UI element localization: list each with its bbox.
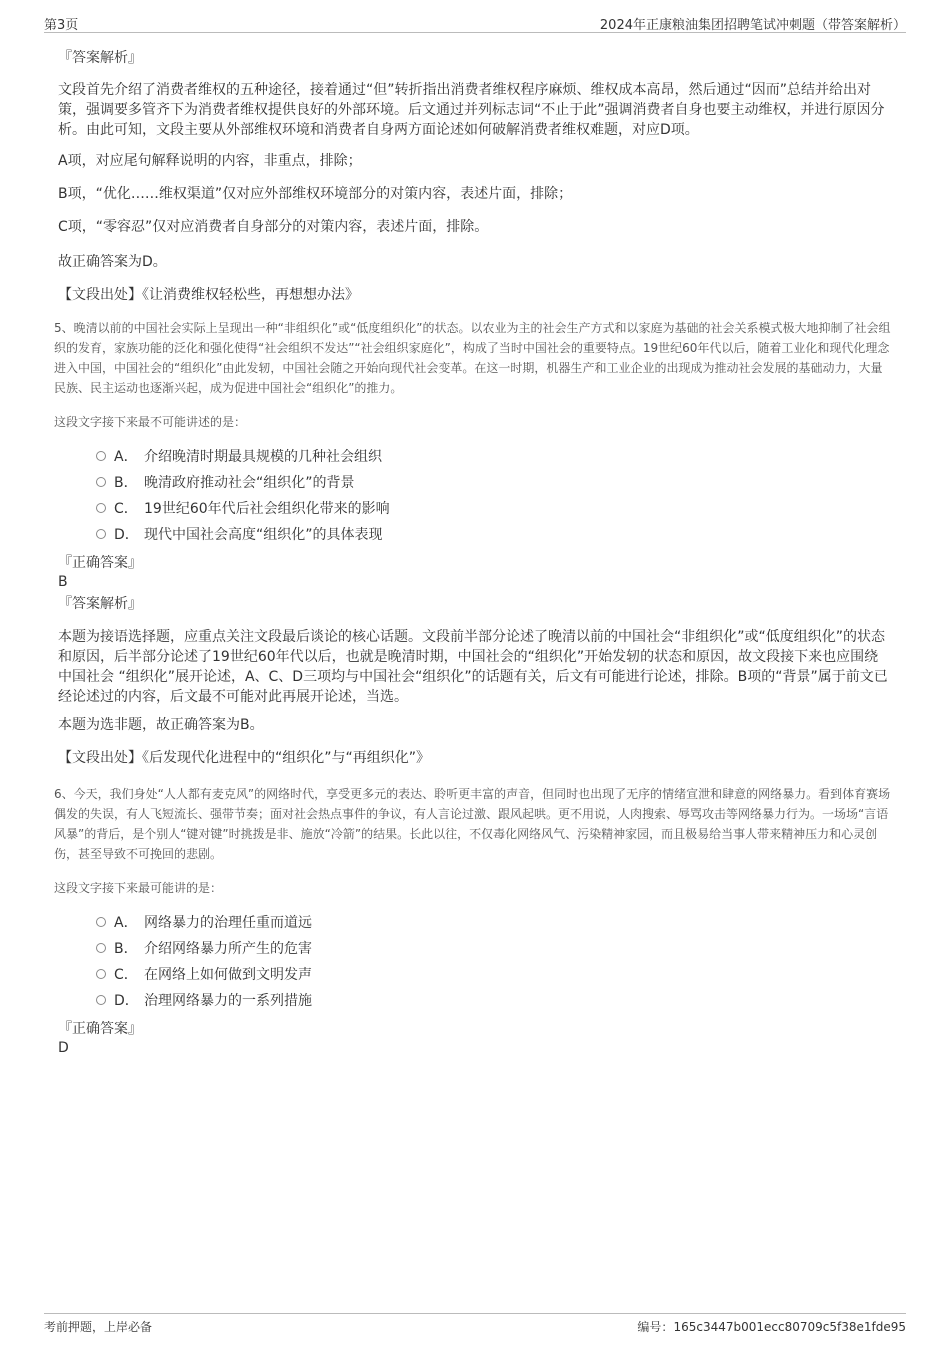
q4-analysis-text: 文段首先介绍了消费者维权的五种途径，接着通过“但”转折指出消费者维权程序麻烦、维权成本高昂，然后通过“因而”总结并给出对策，强调要多管齐下为消费者维权提供良好的外部环境。后文通过并列标志词“不止于此”强调消费者自身也要主动维权，并进行原因分析。由此可知，文段主要从外部维权环境和消费者自身两方面论述如何破解消费者维权难题，对应D项。	[58, 82, 885, 138]
q6-option-d[interactable]: D． 治理网络暴力的一系列措施	[96, 991, 312, 1011]
q5-passage: 5、晚清以前的中国社会实际上呈现出一种“非组织化”或“低度组织化”的状态。以农业为主的社会生产方式和以家庭为基础的社会关系模式极大地抑制了社会组织的发育，家族功能的泛化和强化使得“社会组织不发达”“社会组织家庭化”，构成了当时中国社会的重要特点。19世纪60年代以后，随着工业化和现代化理念进入中国，中国社会的“组织化”由此发轫，中国社会随之开始向现代社会变革。在这一时期，机器生产和工业企业的出现成为推动社会发展的基础动力，大量民族、民主运动也逐渐兴起，成为促进中国社会“组织化”的推力。	[54, 321, 891, 395]
q6-question: 这段文字接下来最可能讲的是：	[54, 881, 223, 895]
q5-analysis-label: 『答案解析』	[58, 596, 142, 612]
q6-answer-label: 『正确答案』	[58, 1021, 142, 1037]
radio-icon[interactable]	[96, 917, 106, 927]
document-title: 2024年正康粮油集团招聘笔试冲刺题（带答案解析）	[599, 18, 906, 33]
q5-option-d[interactable]: D． 现代中国社会高度“组织化”的具体表现	[96, 525, 383, 545]
q6-answer: D	[58, 1040, 69, 1056]
q5-conclusion: 本题为选非题，故正确答案为B。	[58, 717, 264, 733]
q4-conclusion: 故正确答案为D。	[58, 254, 167, 270]
q5-option-c[interactable]: C． 19世纪60年代后社会组织化带来的影响	[96, 499, 390, 519]
radio-icon[interactable]	[96, 995, 106, 1005]
q4-option-a-analysis: A项，对应尾句解释说明的内容，非重点，排除；	[58, 153, 362, 169]
radio-icon[interactable]	[96, 529, 106, 539]
q5-analysis-text: 本题为接语选择题，应重点关注文段最后谈论的核心话题。文段前半部分论述了晚清以前的中国社会“非组织化”或“低度组织化”的状态和原因，后半部分论述了19世纪60年代以后，也就是晚清时期，中国社会的“组织化”开始发轫的状态和原因，故文段接下来也应围绕中国社会 “组织化”展开论述，A、C、D三项均与中国社会“组织化”的话题有关，后文有可能进行论述，排除。B项的“背景”属于前文已经论述过的内容，后文最不可能对此再展开论述，当选。	[58, 629, 888, 705]
q6-passage: 6、今天，我们身处“人人都有麦克风”的网络时代，享受更多元的表达、聆听更丰富的声音，但同时也出现了无序的情绪宣泄和肆意的网络暴力。看到体育赛场偶发的失误，有人飞短流长、强带节奏；面对社会热点事件的争议，有人言论过激、跟风起哄。更不用说，人肉搜索、辱骂攻击等网络暴力行为。一场场“言语风暴”的背后，是个别人“键对键”时挑拨是非、施放“冷箭”的结果。长此以往，不仅毒化网络风气、污染精神家园，而且极易给当事人带来精神压力和心灵创伤，甚至导致不可挽回的悲剧。	[54, 787, 891, 861]
q4-option-b-analysis: B项，“优化……维权渠道”仅对应外部维权环境部分的对策内容，表述片面，排除；	[58, 186, 573, 202]
q4-source: 【文段出处】《让消费维权轻松些，再想想办法》	[58, 287, 359, 303]
q6-option-b[interactable]: B． 介绍网络暴力所产生的危害	[96, 939, 312, 959]
q4-option-c-analysis: C项，“零容忍”仅对应消费者自身部分的对策内容，表述片面，排除。	[58, 219, 489, 235]
q5-question: 这段文字接下来最不可能讲述的是：	[54, 415, 247, 429]
q4-analysis-label: 『答案解析』	[58, 50, 142, 66]
page-header	[44, 10, 906, 33]
page-number: 第3页	[44, 18, 79, 33]
radio-icon[interactable]	[96, 503, 106, 513]
radio-icon[interactable]	[96, 477, 106, 487]
radio-icon[interactable]	[96, 451, 106, 461]
radio-icon[interactable]	[96, 969, 106, 979]
q6-option-c[interactable]: C． 在网络上如何做到文明发声	[96, 965, 312, 985]
q5-answer: B	[58, 574, 68, 590]
footer-slogan: 考前押题，上岸必备	[44, 1320, 153, 1334]
q5-option-a[interactable]: A． 介绍晚清时期最具规模的几种社会组织	[96, 447, 382, 467]
q5-answer-label: 『正确答案』	[58, 555, 142, 571]
q5-source: 【文段出处】《后发现代化进程中的“组织化”与“再组织化”》	[58, 750, 431, 766]
document-code: 编号：165c3447b001ecc80709c5f38e1fde95	[637, 1320, 906, 1334]
page-footer	[44, 1313, 906, 1338]
q6-option-a[interactable]: A． 网络暴力的治理任重而道远	[96, 913, 312, 933]
q5-option-b[interactable]: B． 晚清政府推动社会“组织化”的背景	[96, 473, 355, 493]
radio-icon[interactable]	[96, 943, 106, 953]
